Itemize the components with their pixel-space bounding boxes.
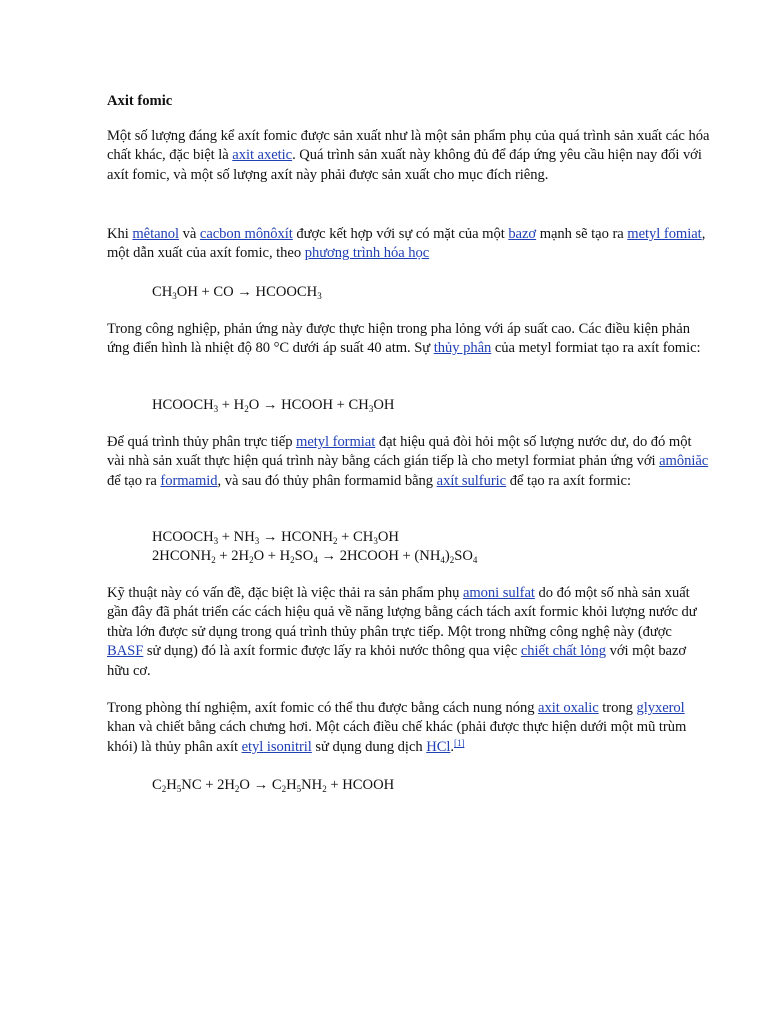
text: Trong phòng thí nghiệm, axít fomic có thể thu được bằng cách nung nóng bbox=[107, 700, 539, 716]
eq-sub: 2 bbox=[249, 555, 254, 565]
equation-isonitrile-hydrolysis bbox=[152, 776, 394, 795]
eq-part: SO bbox=[294, 548, 314, 564]
equation-formamide-hydrolysis bbox=[152, 547, 477, 566]
eq-part: OH + CO → HCOOCH bbox=[176, 284, 318, 300]
eq-sub: 2 bbox=[290, 555, 295, 565]
text: Trong công nghiệp, phản ứng này được thực hiện trong pha lỏng với áp suất cao. Các điều kiện phản ứng điển hình là nhiệt độ 80 °C dưới áp suất 40 atm. Sự bbox=[107, 321, 690, 357]
link-ammonia[interactable]: amôniăc bbox=[659, 453, 709, 470]
equation-hydrolysis bbox=[152, 396, 394, 415]
text: khan và chiết bằng cách chưng hơi. Một cách điều chế khác (phải được thực hiện dưới một mũ trùm khói) là thủy phân axít bbox=[107, 719, 687, 755]
link-methanol[interactable]: mêtanol bbox=[132, 226, 180, 242]
text: để tạo ra axít formic: bbox=[506, 472, 631, 489]
equation-methyl-formate bbox=[152, 283, 322, 302]
link-methyl-formate[interactable]: metyl fomiat bbox=[627, 226, 702, 242]
eq-sub: 2 bbox=[211, 555, 216, 565]
reference-link[interactable]: [1] bbox=[454, 737, 465, 748]
equation-formamide bbox=[152, 528, 399, 547]
eq-part: + NH bbox=[218, 529, 255, 545]
text: . Quá trình sản xuất này không đủ để đáp ứng yêu cầu hiện nay đối với axít fomic, và một số lượng axít này phải được sản xuất cho mục đích riêng. bbox=[107, 147, 702, 183]
link-carbon-monoxide[interactable]: cacbon mônôxít bbox=[199, 226, 293, 242]
eq-part: HCOOCH bbox=[152, 397, 214, 413]
link-ethyl-isonitrile[interactable]: etyl isonitril bbox=[241, 738, 312, 755]
text: trong bbox=[598, 700, 637, 716]
eq-sub: 3 bbox=[213, 536, 219, 546]
text: được kết hợp với sự có mặt của một bbox=[292, 226, 509, 242]
link-formamide[interactable]: formamid bbox=[160, 472, 218, 489]
paragraph-laboratory bbox=[107, 699, 710, 757]
eq-part: + H bbox=[218, 397, 245, 413]
text: , một dẫn xuất của axít fomic, theo bbox=[107, 226, 706, 262]
eq-part: 2HCONH bbox=[152, 548, 212, 564]
eq-sub: 3 bbox=[317, 291, 322, 301]
eq-sub: 2 bbox=[161, 784, 167, 794]
eq-part: HCOOCH bbox=[152, 529, 214, 545]
eq-sub: 2 bbox=[449, 555, 455, 565]
link-base[interactable]: bazơ bbox=[508, 226, 537, 242]
text: sử dụng dung dịch bbox=[311, 738, 427, 755]
text: do đó một số nhà sản xuất gần đây đã phát triển các cách hiệu quả về năng lượng bằng cách tách axít formic khỏi lượng nước dư thừa lớn được sử dụng trong quá trình thủy phân trực tiếp. Một trong những công nghệ này (được bbox=[107, 585, 697, 640]
text: và bbox=[179, 226, 200, 242]
eq-part: ) bbox=[444, 548, 450, 564]
text: đạt hiệu quả đòi hỏi một số lượng nước dư, do đó một vài nhà sản xuất thực hiện quá trình này bằng cách gián tiếp là cho metyl formiat phản ứng với bbox=[107, 434, 692, 470]
link-hcl[interactable]: HCl bbox=[426, 738, 451, 755]
link-chemical-equation[interactable]: phương trình hóa học bbox=[304, 245, 430, 262]
eq-sub: 5 bbox=[296, 784, 302, 794]
eq-sub: 2 bbox=[244, 404, 249, 414]
eq-sub: 4 bbox=[313, 555, 318, 565]
article-title: Axit fomic bbox=[107, 93, 173, 109]
link-glycerol[interactable]: glyxerol bbox=[636, 700, 685, 716]
eq-part: O → C bbox=[239, 777, 282, 793]
eq-sub: 3 bbox=[213, 404, 219, 414]
text: . bbox=[450, 738, 455, 755]
link-oxalic-acid[interactable]: axit oxalic bbox=[538, 700, 599, 716]
link-ammonium-sulfate[interactable]: amoni sulfat bbox=[462, 585, 535, 601]
paragraph-indirect-hydrolysis bbox=[107, 433, 710, 491]
link-hydrolysis[interactable]: thủy phân bbox=[433, 340, 492, 357]
text: của metyl formiat tạo ra axít fomic: bbox=[491, 340, 701, 357]
paragraph-synthesis bbox=[107, 225, 710, 264]
text: Để quá trình thủy phân trực tiếp bbox=[107, 434, 297, 450]
eq-part: C bbox=[152, 777, 162, 793]
paragraph-byproduct-problem bbox=[107, 584, 710, 681]
text: sử dụng) đó là axít formic được lấy ra khỏi nước thông qua việc bbox=[143, 643, 521, 660]
eq-part: H bbox=[166, 777, 177, 793]
eq-sub: 4 bbox=[440, 555, 445, 565]
eq-part: O → HCOOH + CH bbox=[248, 397, 369, 413]
eq-part: + HCOOH bbox=[326, 777, 395, 793]
eq-part: → 2HCOOH + (NH bbox=[317, 548, 441, 564]
eq-sub: 2 bbox=[333, 536, 338, 546]
text: Một số lượng đáng kể axít fomic được sản xuất như là một sản phẩm phụ của quá trình sản xuất các hóa chất khác, đặc biệt là bbox=[107, 128, 710, 164]
eq-part: → HCONH bbox=[259, 529, 334, 545]
eq-sub: 2 bbox=[234, 784, 240, 794]
text: để tạo ra bbox=[107, 472, 161, 489]
paragraph-byproduct bbox=[107, 127, 710, 185]
eq-sub: 3 bbox=[373, 536, 378, 546]
eq-sub: 5 bbox=[176, 784, 182, 794]
eq-part: OH bbox=[377, 529, 399, 545]
paragraph-industrial bbox=[107, 320, 710, 359]
eq-sub: 3 bbox=[172, 291, 177, 301]
eq-sub: 2 bbox=[281, 784, 287, 794]
link-sulfuric-acid[interactable]: axít sulfuric bbox=[436, 472, 507, 489]
eq-part: O + H bbox=[253, 548, 291, 564]
eq-part: + CH bbox=[337, 529, 374, 545]
eq-part: NH bbox=[301, 777, 323, 793]
eq-part: SO bbox=[454, 548, 473, 564]
eq-sub: 3 bbox=[368, 404, 374, 414]
text: Kỹ thuật này có vấn đề, đặc biệt là việc thải ra sản phẩm phụ bbox=[107, 585, 463, 601]
eq-part: NC + 2H bbox=[181, 777, 235, 793]
eq-sub: 3 bbox=[254, 536, 260, 546]
eq-part: CH bbox=[152, 284, 173, 300]
link-methyl-formate[interactable]: metyl formiat bbox=[296, 434, 376, 450]
text: Khi bbox=[107, 226, 133, 242]
text: , và sau đó thủy phân formamid bằng bbox=[217, 472, 437, 489]
eq-part: + 2H bbox=[215, 548, 250, 564]
eq-part: H bbox=[286, 777, 297, 793]
link-liquid-extraction[interactable]: chiết chất lỏng bbox=[520, 643, 607, 660]
text: mạnh sẽ tạo ra bbox=[536, 226, 628, 242]
link-acetic-acid[interactable]: axit axetic bbox=[232, 147, 293, 164]
eq-sub: 4 bbox=[472, 555, 478, 565]
link-basf[interactable]: BASF bbox=[107, 643, 144, 660]
text: với một bazơ hữu cơ. bbox=[107, 643, 687, 679]
eq-sub: 2 bbox=[322, 784, 327, 794]
eq-part: OH bbox=[373, 397, 395, 413]
